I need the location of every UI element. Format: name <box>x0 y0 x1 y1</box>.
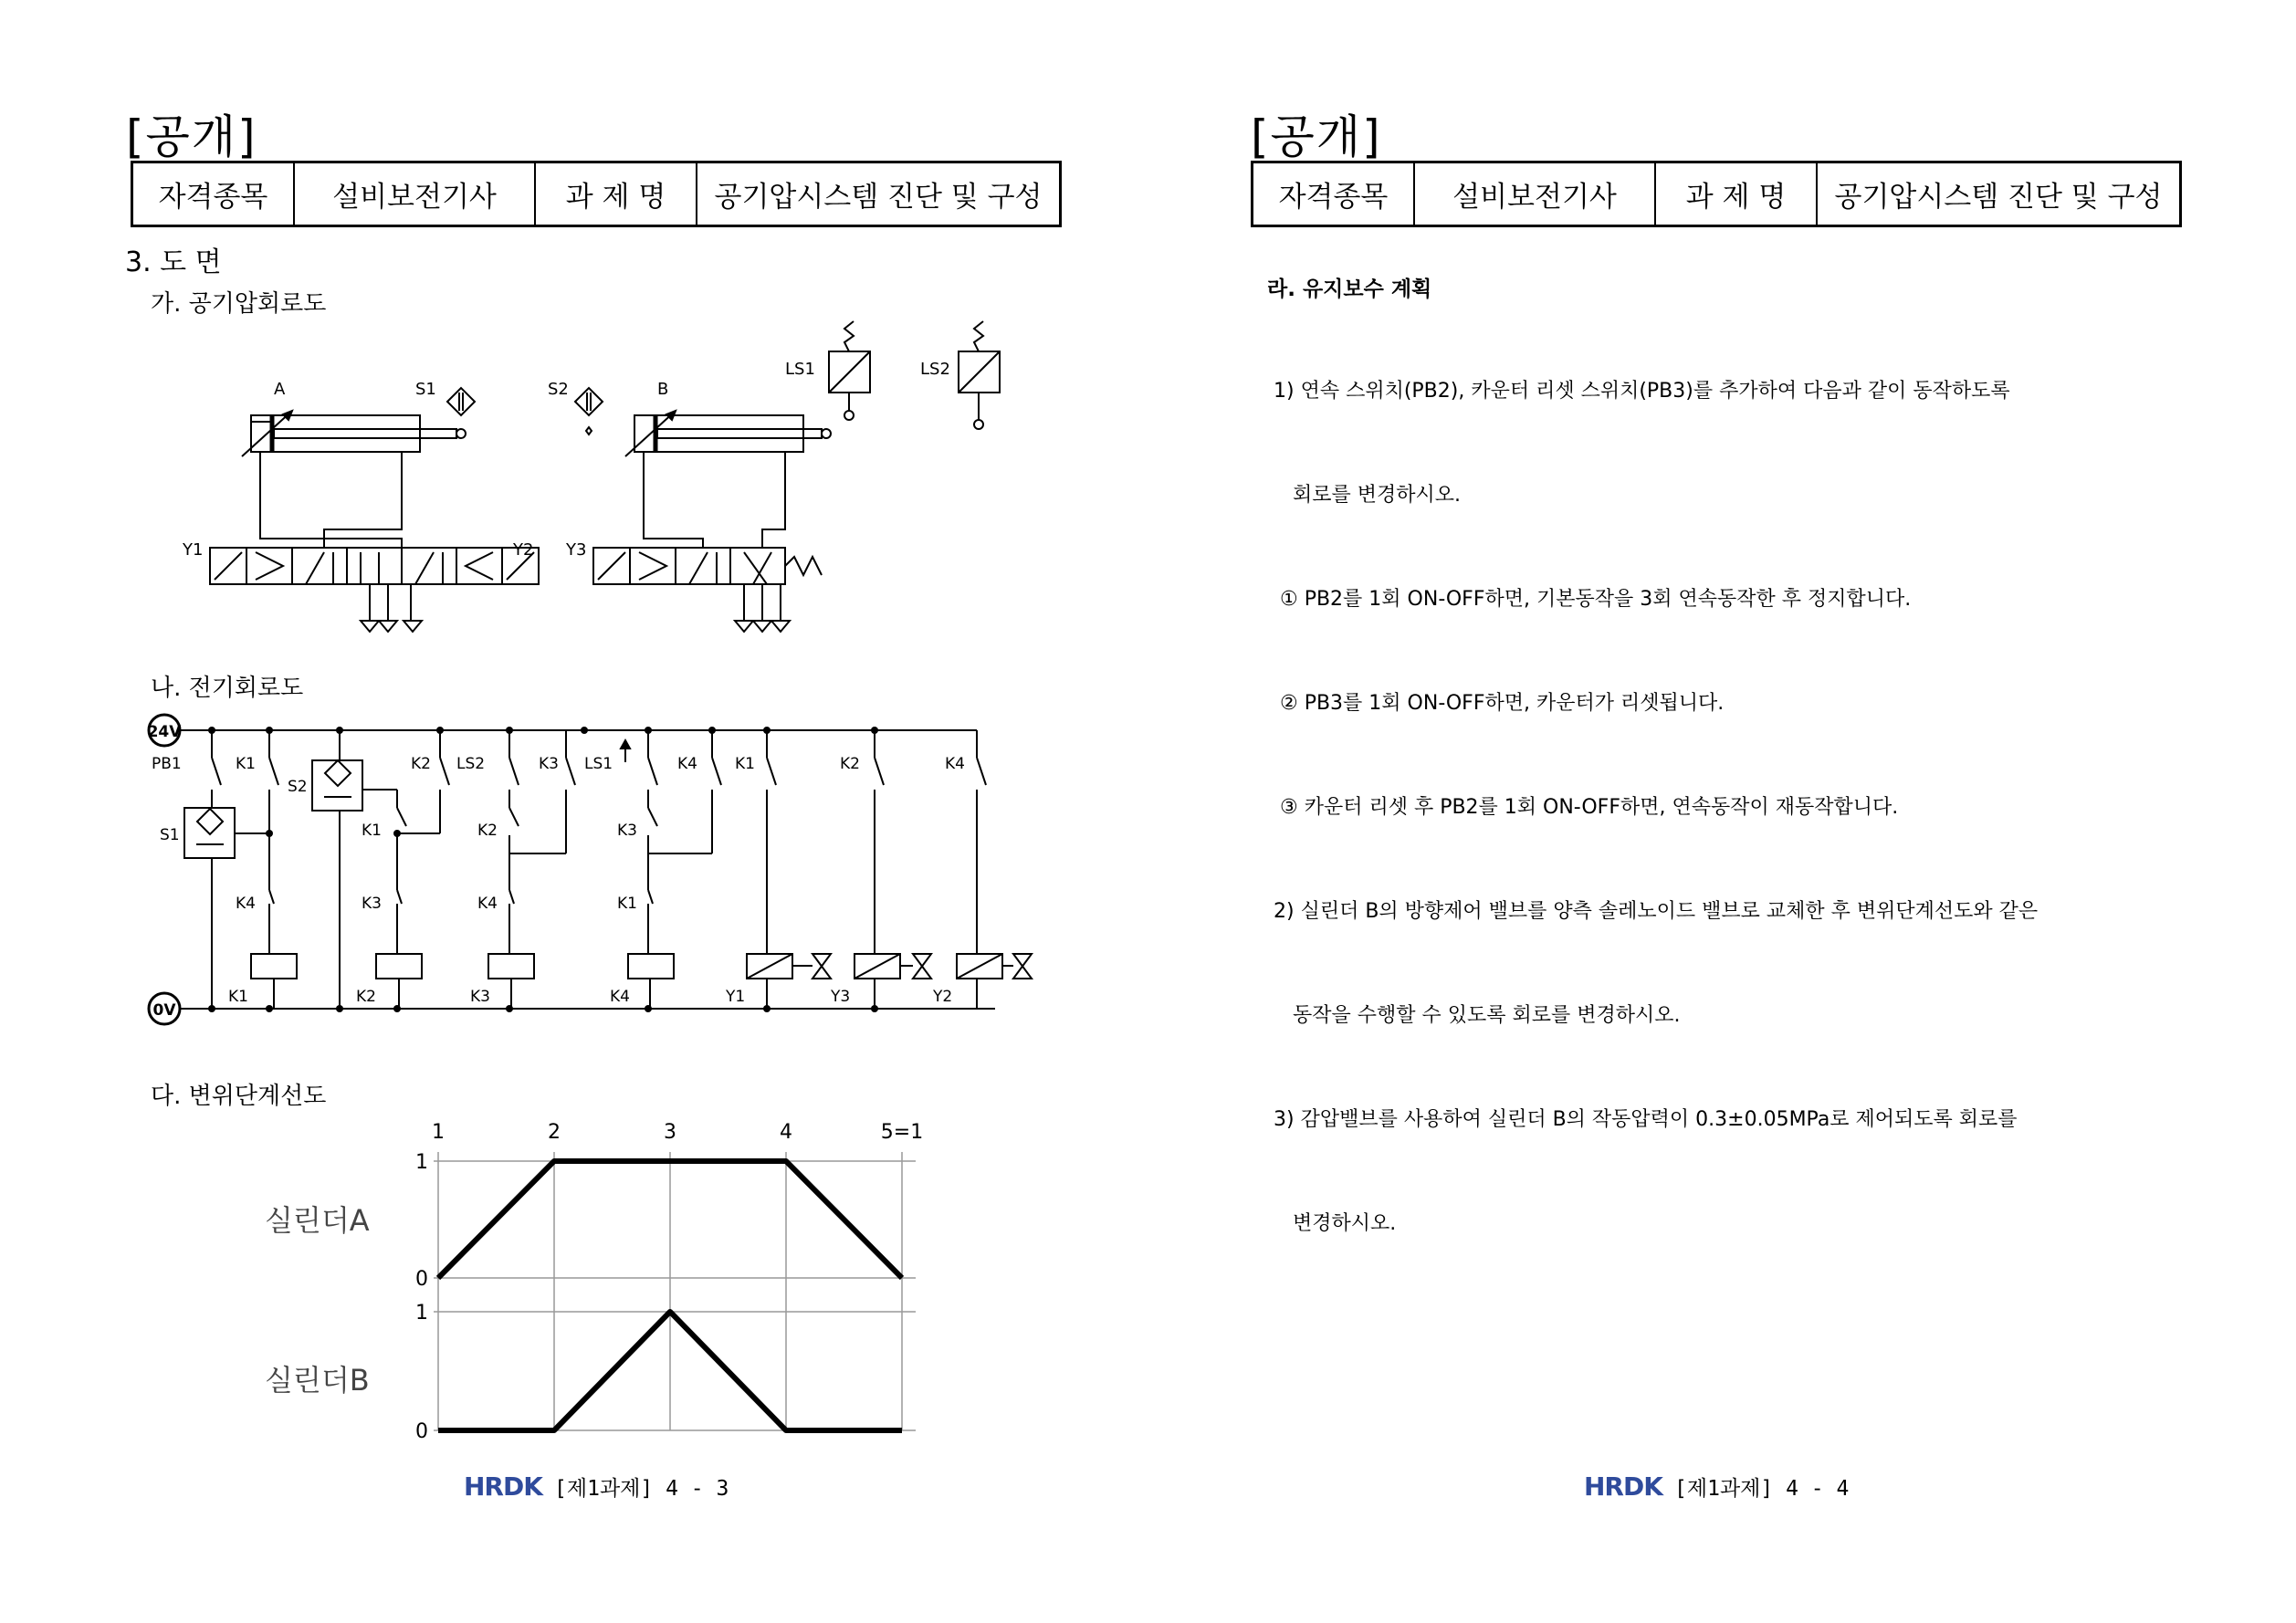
label-k4-contact-3: K4 <box>477 895 498 913</box>
public-label: [공개] <box>126 110 257 163</box>
label-k2-contact-2: K2 <box>477 822 498 840</box>
supply-24v: 24V <box>147 723 182 741</box>
x-tick-label: 4 <box>780 1121 792 1144</box>
y-tick-label: 1 <box>415 1151 428 1174</box>
footer-page-text-right: [제1과제] 4 - 4 <box>1674 1477 1850 1501</box>
header-qualification-label: 자격종목 <box>132 162 295 226</box>
header-task-label: 과 제 명 <box>535 162 697 226</box>
maintenance-title: 라. 유지보수 계획 <box>1267 277 1432 301</box>
label-solenoid-y3: Y3 <box>831 988 851 1006</box>
maintenance-line: 2) 실린더 B의 방향제어 밸브를 양측 솔레노이드 밸브로 교체한 후 변위단계선도와 같은 <box>1267 900 2039 923</box>
label-k3-contact-3: K3 <box>362 895 382 913</box>
label-s1: S1 <box>415 380 436 399</box>
label-k1-contact: K1 <box>236 755 256 773</box>
displacement-step-diagram <box>256 1118 949 1456</box>
label-k2-contact: K2 <box>411 755 431 773</box>
label-coil-k1: K1 <box>228 988 248 1006</box>
public-label-right: [공개] <box>1251 110 1382 163</box>
label-k4-contact-2: K4 <box>236 895 256 913</box>
footer-left <box>464 1471 729 1502</box>
label-ls1: LS1 <box>785 360 815 379</box>
y-tick-label: 0 <box>415 1268 428 1291</box>
x-tick-label: 3 <box>664 1121 676 1144</box>
series-label-cylinder-b: 실린더B <box>265 1363 370 1398</box>
label-cylinder-a: A <box>274 380 286 399</box>
label-y1: Y1 <box>183 540 204 560</box>
chart-ticks <box>415 1121 923 1443</box>
label-cylinder-b: B <box>657 380 669 399</box>
header-table-right <box>1251 161 2182 227</box>
pneumatic-title: 가. 공기압회로도 <box>151 290 327 318</box>
y-tick-label: 0 <box>415 1420 428 1443</box>
label-k4-output: K4 <box>945 755 965 773</box>
section-title: 3. 도 면 <box>125 246 222 278</box>
header-task-value-right: 공기압시스템 진단 및 구성 <box>1817 162 2181 226</box>
header-qualification-value: 설비보전기사 <box>294 162 535 226</box>
label-k1-output: K1 <box>735 755 755 773</box>
maintenance-line: ① PB2를 1회 ON-OFF하면, 기본동작을 3회 연속동작한 후 정지합니다. <box>1267 588 1912 611</box>
x-tick-label: 1 <box>432 1121 445 1144</box>
maintenance-line: 1) 연속 스위치(PB2), 카운터 리셋 스위치(PB3)를 추가하여 다음과 같이 동작하도록 <box>1267 380 2010 403</box>
sensor-s1-symbol <box>447 388 475 415</box>
label-ls1-contact: LS1 <box>584 755 613 773</box>
x-tick-label: 5=1 <box>880 1121 924 1144</box>
chart-grid <box>434 1152 916 1430</box>
maintenance-line: 동작을 수행할 수 있도록 회로를 변경하시오. <box>1267 1004 1681 1027</box>
label-pb1: PB1 <box>152 755 182 773</box>
label-coil-k4: K4 <box>610 988 630 1006</box>
y-tick-label: 1 <box>415 1302 428 1325</box>
label-s2: S2 <box>548 380 569 399</box>
label-ls2: LS2 <box>920 360 950 379</box>
sensor-s2-symbol <box>575 388 603 435</box>
header-qualification-value-right: 설비보전기사 <box>1414 162 1655 226</box>
electric-title: 나. 전기회로도 <box>151 675 304 702</box>
supply-0v: 0V <box>152 1001 176 1020</box>
label-solenoid-y2: Y2 <box>933 988 953 1006</box>
footer-right <box>1584 1471 1849 1502</box>
x-tick-label: 2 <box>548 1121 561 1144</box>
hrdk-logo-right: HRDK <box>1584 1471 1662 1502</box>
label-ls2-contact: LS2 <box>456 755 486 773</box>
header-task-label-right: 과 제 명 <box>1655 162 1817 226</box>
label-k2-output: K2 <box>840 755 860 773</box>
footer-page-text: [제1과제] 4 - 3 <box>554 1477 729 1501</box>
label-coil-k3: K3 <box>470 988 490 1006</box>
label-k3-contact-2: K3 <box>617 822 637 840</box>
header-task-value: 공기압시스템 진단 및 구성 <box>697 162 1061 226</box>
electric-circuit-diagram <box>137 707 1050 1041</box>
label-s2-sensor: S2 <box>288 778 308 796</box>
valve-a-symbol <box>210 548 539 632</box>
label-k1-contact-3: K1 <box>617 895 637 913</box>
header-qualification-label-right: 자격종목 <box>1253 162 1415 226</box>
maintenance-line: ② PB3를 1회 ON-OFF하면, 카운터가 리셋됩니다. <box>1267 692 1725 715</box>
limit-switch-ls2-symbol <box>959 321 1000 429</box>
label-k4-contact: K4 <box>677 755 697 773</box>
maintenance-line: 변경하시오. <box>1267 1212 1397 1235</box>
maintenance-line: 3) 감압밸브를 사용하여 실린더 B의 작동압력이 0.3±0.05MPa로 제어되도록 회로를 <box>1267 1108 2018 1131</box>
label-k1-contact-2: K1 <box>362 822 382 840</box>
valve-b-symbol <box>593 548 822 632</box>
maintenance-list <box>1267 305 2038 1276</box>
pneumatic-circuit-diagram <box>173 319 1050 639</box>
label-y3: Y3 <box>566 540 587 560</box>
series-label-cylinder-a: 실린더A <box>265 1203 370 1238</box>
label-k3-contact: K3 <box>539 755 559 773</box>
header-table <box>131 161 1062 227</box>
label-solenoid-y1: Y1 <box>726 988 746 1006</box>
cylinder-b <box>625 411 831 466</box>
label-y2: Y2 <box>513 540 534 560</box>
label-coil-k2: K2 <box>356 988 376 1006</box>
label-s1-sensor: S1 <box>160 826 180 844</box>
cylinder-a <box>242 411 466 466</box>
limit-switch-ls1-symbol <box>829 321 870 420</box>
maintenance-line: ③ 카운터 리셋 후 PB2를 1회 ON-OFF하면, 연속동작이 재동작합니다. <box>1267 796 1899 819</box>
maintenance-line: 회로를 변경하시오. <box>1267 484 1461 507</box>
displacement-title: 다. 변위단계선도 <box>151 1083 327 1110</box>
hrdk-logo: HRDK <box>464 1471 542 1502</box>
